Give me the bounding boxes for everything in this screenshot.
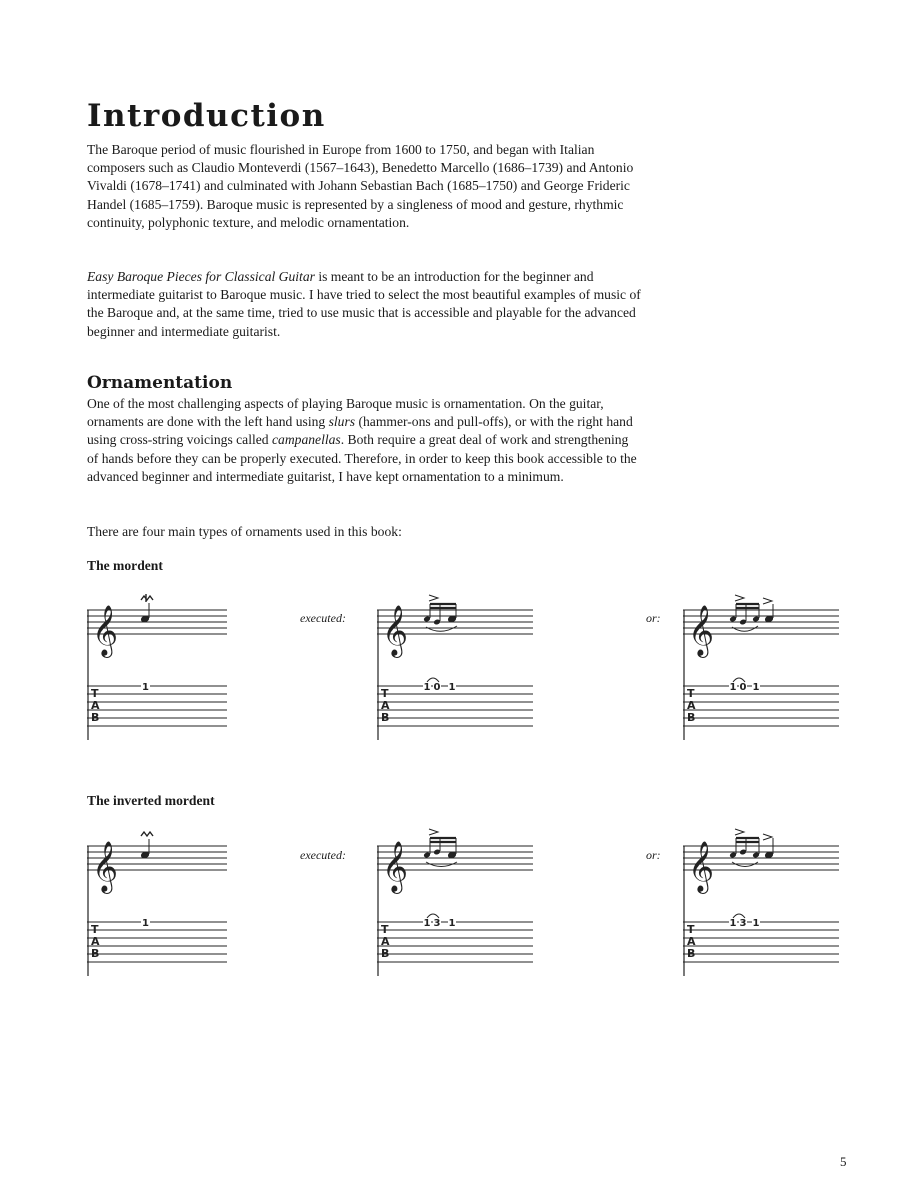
tab-letter-t: T <box>381 923 389 936</box>
ornamentation-paragraph <box>87 395 643 486</box>
intro-paragraph-1: The Baroque period of music flourished in Europe from 1600 to 1750, and began with Italian composers such as Claudio Monteverdi (1567–1643), Benedetto Marcello (1686–1739) and Antonio Vivaldi (1678–1741) and culminated with Johann Sebastian Bach (1685–1750) and George Frideric Handel (1685–1759). Baroque music is represented by a singleness of mood and gesture, rhythmic continuity, polyphonic texture, and melodic ornamentation. <box>87 142 634 230</box>
tab-letter-a: A <box>381 935 390 948</box>
fret-number: 1 <box>142 682 149 693</box>
tab-letter-a: A <box>381 699 390 712</box>
tab-letter-b: B <box>687 947 696 960</box>
inverted-or-label: or: <box>646 848 661 862</box>
note <box>140 839 150 859</box>
tab-letter-t: T <box>91 923 99 936</box>
note-group <box>729 604 774 631</box>
inverted-mordent-executed-system <box>377 826 535 978</box>
treble-clef-icon: 𝄞 <box>92 605 119 656</box>
fret-number: 1 <box>448 918 456 929</box>
fret-number: 0 <box>739 682 747 693</box>
fret-number: 3 <box>739 918 747 929</box>
ornamentation-text-c: . Both require a great deal of work and strengthening of hands before they can be properly executed. Therefore, in order to keep this book accessible to the advanced beginner and intermediate guitarist, I have kept ornamentation to a minimum. <box>87 432 637 484</box>
tab-letter-t: T <box>687 687 695 700</box>
accent-icon <box>429 829 438 835</box>
tab-letter-t: T <box>91 687 99 700</box>
page-title: Introduction <box>87 98 326 134</box>
fret-number: 1 <box>142 918 149 929</box>
tab-letter-t: T <box>687 923 695 936</box>
ornament-types-sentence: There are four main types of ornaments used in this book: <box>87 524 402 539</box>
fret-number: 1 <box>423 682 431 693</box>
ornamentation-text-b: (hammer-ons and pull-offs), or with the right hand using cross-string voicings called <box>87 414 633 448</box>
tab-letter-a: A <box>91 699 100 712</box>
fret-number: 1 <box>448 682 456 693</box>
tab-letter-b: B <box>381 711 390 724</box>
slurs-term: slurs <box>328 414 356 430</box>
inverted-mordent-icon <box>141 832 153 836</box>
accent-icon <box>763 834 772 840</box>
mordent-executed-system <box>377 590 535 742</box>
note <box>140 603 150 623</box>
tab-letter-a: A <box>687 935 696 948</box>
mordent-alternative-system <box>683 590 841 742</box>
fret-number: 1 <box>729 682 737 693</box>
tab-letter-a: A <box>687 699 696 712</box>
tab-letter-b: B <box>91 947 100 960</box>
inverted-executed-label: executed: <box>300 848 346 862</box>
tab-staff <box>87 686 227 726</box>
treble-clef-icon: 𝄞 <box>382 841 409 892</box>
book-title: Easy Baroque Pieces for Classical Guitar <box>87 269 315 284</box>
inverted-mordent-heading: The inverted mordent <box>87 793 215 808</box>
treble-clef-icon: 𝄞 <box>382 605 409 656</box>
fret-number: 1 <box>423 918 431 929</box>
tab-letter-b: B <box>381 947 390 960</box>
tab-staff <box>683 922 839 962</box>
ornamentation-text-a: One of the most challenging aspects of playing Baroque music is ornamentation. On the guitar, ornaments are done with the left hand using <box>87 396 604 430</box>
tab-letter-t: T <box>381 687 389 700</box>
accent-icon <box>735 829 744 835</box>
fret-number: 1 <box>752 682 760 693</box>
fret-number: 1 <box>752 918 760 929</box>
intro-paragraph-2 <box>87 268 643 341</box>
tab-letter-b: B <box>91 711 100 724</box>
fret-number: 1 <box>729 918 737 929</box>
note-group <box>423 604 457 631</box>
tab-staff <box>87 922 227 962</box>
inverted-mordent-notation-system <box>87 826 229 978</box>
accent-icon <box>429 595 438 601</box>
mordent-icon <box>141 594 153 602</box>
campanellas-term: campanellas <box>272 432 341 448</box>
treble-clef-icon: 𝄞 <box>92 841 119 892</box>
accent-icon <box>763 598 772 604</box>
tab-letter-a: A <box>91 935 100 948</box>
tab-letter-b: B <box>687 711 696 724</box>
treble-clef-icon: 𝄞 <box>688 605 715 656</box>
treble-clef-icon: 𝄞 <box>688 841 715 892</box>
mordent-notation-system <box>87 590 229 742</box>
mordent-or-label: or: <box>646 611 661 625</box>
intro-paragraph-2-text: is meant to be an introduction for the beginner and intermediate guitarist to Baroque music. I have tried to select the most beautiful examples of music of the Baroque and, at the same time, tried to use music that is accessible and playable for the advanced beginner and intermediate guitarist. <box>87 269 641 339</box>
ornamentation-heading: Ornamentation <box>87 373 233 393</box>
mordent-executed-label: executed: <box>300 611 346 625</box>
tab-staff <box>683 686 839 726</box>
fret-number: 3 <box>433 918 441 929</box>
page-number: 5 <box>840 1154 847 1169</box>
accent-icon <box>735 595 744 601</box>
inverted-mordent-alternative-system <box>683 826 841 978</box>
mordent-heading: The mordent <box>87 558 163 573</box>
fret-number: 0 <box>433 682 441 693</box>
